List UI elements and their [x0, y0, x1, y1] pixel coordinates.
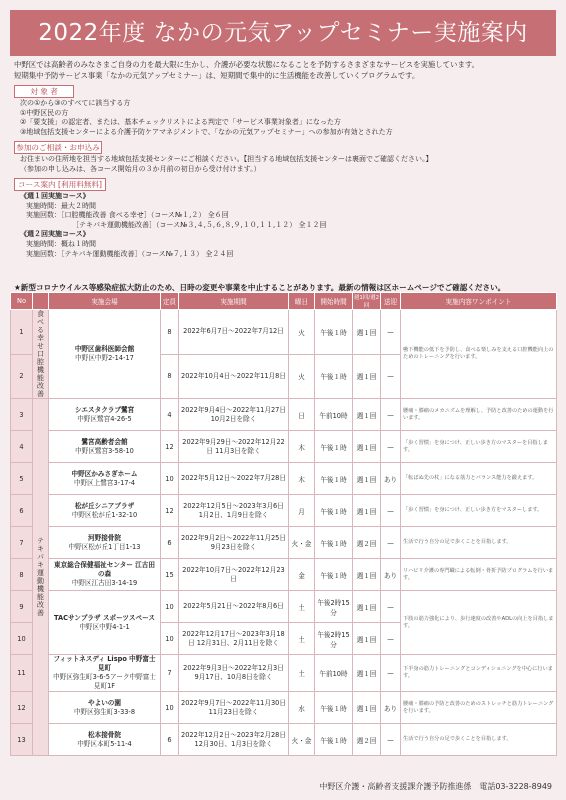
category-oral: 食べる幸せ口腔機能改善 — [33, 310, 49, 399]
one-point: 生活で行う自分の足で歩くことを目指します。 — [401, 527, 557, 559]
frequency: 週１回 — [353, 495, 381, 527]
transport: — — [381, 495, 401, 527]
period: 2022年5月12日～2022年7月28日 — [179, 463, 289, 495]
weekday: 月 — [289, 495, 315, 527]
target-text — [20, 99, 552, 137]
row-number: 8 — [11, 559, 33, 591]
period: 2022年12月17日～2023年3月18日 12月31日、2月11日を除く — [179, 623, 289, 655]
table-row — [11, 655, 557, 692]
venue-name: 河野接骨院 — [88, 533, 121, 542]
venue-cell — [49, 310, 161, 399]
header-day: 曜日 — [289, 293, 315, 310]
weekday: 火 — [289, 310, 315, 355]
header-start-time: 開始時間 — [315, 293, 353, 310]
venue-cell — [49, 655, 161, 692]
capacity: 10 — [161, 692, 179, 724]
frequency: 週１回 — [353, 559, 381, 591]
start-time: 午後１時 — [315, 310, 353, 355]
venue-cell — [49, 559, 161, 591]
one-point: 生活で行う自分の足で歩くことを目指します。 — [401, 724, 557, 756]
start-time: 午後１時 — [315, 559, 353, 591]
row-number: 4 — [11, 431, 33, 463]
capacity: 8 — [161, 354, 179, 399]
venue-name: 松が丘シニアプラザ — [74, 501, 135, 510]
consult-heading: 参加のご相談・お申込み — [14, 141, 102, 154]
venue-name: 中野区かみさぎホーム — [71, 469, 138, 478]
period: 2022年9月2日～2022年11月25日 9月23日を除く — [179, 527, 289, 559]
transport: — — [381, 310, 401, 355]
capacity: 10 — [161, 463, 179, 495]
start-time: 午後１時 — [315, 463, 353, 495]
target-line: 次の①から③のすべてに該当する方 — [20, 99, 131, 107]
table-row — [11, 399, 557, 431]
venue-name: 松本接骨院 — [88, 730, 121, 739]
frequency: 週１回 — [353, 591, 381, 623]
target-line: ①中野区民の方 — [20, 108, 69, 117]
weekday: 火 — [289, 354, 315, 399]
start-time: 午前10時 — [315, 399, 353, 431]
capacity: 12 — [161, 431, 179, 463]
venue-name: 東京総合保健福祉センター 江古田の森 — [54, 561, 155, 578]
consult-line: お住まいの住所地を担当する地域包括支援センターにご相談ください。【担当する地域包括支援センターは裏面でご確認ください。】 — [20, 155, 433, 163]
capacity: 4 — [161, 399, 179, 431]
period: 2022年9月3日～2022年12月3日 9月17日、10月8日を除く — [179, 655, 289, 692]
target-line: ②「要支援」の認定者、または、基本チェックリストによる判定で「サービス事業対象者」になった方 — [20, 118, 341, 127]
page-title: 2022年度 なかの元気アップセミナー実施案内 — [10, 10, 556, 56]
row-number: 5 — [11, 463, 33, 495]
course-line: 実施時間：概ね１時間 — [26, 239, 96, 248]
venue-address: 中野区中野2-14-17 — [75, 354, 134, 362]
frequency: 週１回 — [353, 431, 381, 463]
transport: — — [381, 399, 401, 431]
venue-address: 中野区鷺宮4-26-5 — [77, 414, 132, 423]
row-number: 12 — [11, 692, 33, 724]
period: 2022年9月29日～2022年12月22日 11月3日を除く — [179, 431, 289, 463]
table-row — [11, 527, 557, 559]
frequency: 週１回 — [353, 623, 381, 655]
period: 2022年9月4日～2022年11月27日 10月2日を除く — [179, 399, 289, 431]
frequency: 週２回 — [353, 724, 381, 756]
period: 2022年12月2日～2023年2月28日 12月30日、1月3日を除く — [179, 724, 289, 756]
capacity: 15 — [161, 559, 179, 591]
course-line: 実施回数：［口腔機能改善 食べる幸せ］（コース№１,２） 全６回 — [26, 211, 229, 220]
capacity: 6 — [161, 527, 179, 559]
transport: — — [381, 655, 401, 692]
table-row — [11, 463, 557, 495]
header-no: No — [11, 293, 33, 310]
one-point: 嚥下機能の低下を予防し、食べる楽しみを支える口腔機能向上のためのトレーニングを行います。 — [401, 310, 557, 399]
row-number: 1 — [11, 310, 33, 355]
frequency: 週１回 — [353, 655, 381, 692]
header-transport: 送迎 — [381, 293, 401, 310]
venue-name: やよいの園 — [88, 698, 121, 707]
table-header-row — [11, 293, 557, 310]
weekday: 土 — [289, 655, 315, 692]
weekday: 水 — [289, 692, 315, 724]
row-number: 2 — [11, 354, 33, 399]
venue-address: 中野区中野4-1-1 — [79, 622, 130, 631]
venue-name: 中野区歯科医師会館 — [74, 345, 135, 353]
frequency: 週２回 — [353, 527, 381, 559]
capacity: 10 — [161, 591, 179, 623]
venue-cell — [49, 399, 161, 431]
venue-cell — [49, 527, 161, 559]
course-heading: コース案内 [利用料無料] — [14, 178, 106, 191]
row-number: 13 — [11, 724, 33, 756]
header-period: 実施期間 — [179, 293, 289, 310]
venue-address: 中野区松が丘1-32-10 — [71, 510, 138, 519]
header-venue: 実施会場 — [49, 293, 161, 310]
weekday: 土 — [289, 623, 315, 655]
venue-cell — [49, 692, 161, 724]
transport: — — [381, 431, 401, 463]
venue-name: 鷺宮高齢者会館 — [81, 437, 128, 446]
intro-text — [14, 60, 554, 81]
header-point: 実施内容ワンポイント — [401, 293, 557, 310]
course-line: 《週２回実施コース》 — [20, 230, 90, 239]
venue-address: 中野区弥生町3-33-8 — [73, 707, 136, 716]
start-time: 午後2時15分 — [315, 623, 353, 655]
consult-text — [20, 155, 552, 174]
footer-contact: 中野区介護・高齢者支援課介護予防推進係 電話03-3228-8949 — [319, 782, 552, 791]
target-line: ③地域包括支援センターによる介護予防ケアマネジメントで、「なかの元気アップセミナー」への参加が有効とされた方 — [20, 127, 393, 136]
row-number: 10 — [11, 623, 33, 655]
venue-address: 中野区弥生町3-6-5アーク中野富士見町1F — [53, 673, 156, 690]
frequency: 週１回 — [353, 310, 381, 355]
start-time: 午後１時 — [315, 692, 353, 724]
header-capacity: 定員 — [161, 293, 179, 310]
transport: — — [381, 591, 401, 623]
header-frequency: 週1回/週2回 — [353, 293, 381, 310]
covid-notice: ★新型コロナウイルス等感染症拡大防止のため、日時の変更や事業を中止することがあります。最新の情報は区ホームページでご確認ください。 — [14, 283, 506, 292]
category-motor: テキパキ運動機能改善 — [33, 399, 49, 756]
venue-address: 中野区江古田3-14-19 — [71, 579, 138, 587]
venue-name: TACサンプラザ スポーツスペース — [54, 613, 155, 622]
venue-address: 中野区上鷺宮3-17-4 — [73, 478, 136, 487]
start-time: 午後１時 — [315, 724, 353, 756]
intro-line-2: 短期集中予防サービス事業「なかの元気アップセミナー」は、短期間で集中的に生活機能を改善していくプログラムです。 — [14, 70, 420, 80]
one-point: 下肢の筋力強化により、歩行速度の改善やADLの向上を目指します。 — [401, 591, 557, 655]
table-row — [11, 724, 557, 756]
transport: あり — [381, 559, 401, 591]
transport: — — [381, 527, 401, 559]
course-text — [20, 192, 552, 259]
period: 2022年10月4日～2022年11月8日 — [179, 354, 289, 399]
start-time: 午前10時 — [315, 655, 353, 692]
weekday: 木 — [289, 463, 315, 495]
transport: あり — [381, 692, 401, 724]
table-row — [11, 591, 557, 623]
one-point: 「歩く習慣」を身につけ、正しい歩き方のマスターを目指します。 — [401, 431, 557, 463]
table-row — [11, 692, 557, 724]
venue-address: 中野区鷺宮3-58-10 — [75, 446, 134, 455]
frequency: 週１回 — [353, 692, 381, 724]
venue-address: 中野区松が丘1丁目1-13 — [68, 542, 141, 551]
venue-cell — [49, 431, 161, 463]
weekday: 金 — [289, 559, 315, 591]
row-number: 11 — [11, 655, 33, 692]
period: 2022年9月7日～2022年11月30日 11月23日を除く — [179, 692, 289, 724]
frequency: 週１回 — [353, 354, 381, 399]
weekday: 日 — [289, 399, 315, 431]
table-row — [11, 495, 557, 527]
period: 2022年12月5日～2023年3月6日 1月2日、1月9日を除く — [179, 495, 289, 527]
period: 2022年6月7日～2022年7月12日 — [179, 310, 289, 355]
course-line: ［テキパキ運動機能改善］（コース№３,４,５,６,８,９,１０,１１,１２） 全１２回 — [72, 220, 327, 229]
one-point: 腰痛・膝痛の予防と改善のためのストレッチと筋力トレーニングを行います。 — [401, 692, 557, 724]
weekday: 火・金 — [289, 724, 315, 756]
venue-cell — [49, 591, 161, 655]
period: 2022年5月21日～2022年8月6日 — [179, 591, 289, 623]
one-point: 「歩く習慣」を身につけ、正しい歩き方をマスターします。 — [401, 495, 557, 527]
one-point: 腰痛・膝痛のメカニズムを理解し、予防と改善のための運動を行います。 — [401, 399, 557, 431]
intro-line-1: 中野区では高齢者のみなさまご自身の力を最大限に生かし、介護が必要な状態になることを予防するさまざまなサービスを実施しています。 — [14, 60, 480, 69]
row-number: 9 — [11, 591, 33, 623]
transport: — — [381, 354, 401, 399]
table-row — [11, 310, 557, 355]
course-line: 実施回数：［テキパキ運動機能改善］（コース№７,１３） 全２４回 — [26, 249, 234, 258]
capacity: 7 — [161, 655, 179, 692]
start-time: 午後１時 — [315, 495, 353, 527]
capacity: 12 — [161, 495, 179, 527]
transport: あり — [381, 463, 401, 495]
row-number: 6 — [11, 495, 33, 527]
venue-name: シエスタクラブ鷺宮 — [74, 405, 135, 414]
weekday: 土 — [289, 591, 315, 623]
seminar-schedule-table — [10, 292, 557, 756]
row-number: 3 — [11, 399, 33, 431]
venue-cell — [49, 463, 161, 495]
one-point: リハビリ介護の専門職による転倒・骨折予防プログラムを行います。 — [401, 559, 557, 591]
venue-address: 中野区本町5-11-4 — [77, 739, 132, 748]
venue-cell — [49, 495, 161, 527]
capacity: 6 — [161, 724, 179, 756]
consult-line: （参加の申し込みは、各コース開始月の３か月前の初日から受け付けます。） — [20, 164, 261, 173]
start-time: 午後１時 — [315, 431, 353, 463]
transport: — — [381, 724, 401, 756]
venue-cell — [49, 724, 161, 756]
start-time: 午後１時 — [315, 354, 353, 399]
capacity: 10 — [161, 623, 179, 655]
one-point: 下半身の筋力トレーニングとコンディショニングを中心に行います。 — [401, 655, 557, 692]
start-time: 午後2時15分 — [315, 591, 353, 623]
weekday: 木 — [289, 431, 315, 463]
venue-name: フィットネスディ Lispo 中野富士見町 — [53, 655, 156, 672]
frequency: 週１回 — [353, 399, 381, 431]
period: 2022年10月7日～2022年12月23日 — [179, 559, 289, 591]
course-line: 《週１回実施コース》 — [20, 192, 90, 200]
course-line: 実施時間：最大２時間 — [26, 201, 96, 210]
transport: — — [381, 623, 401, 655]
frequency: 週１回 — [353, 463, 381, 495]
start-time: 午後１時 — [315, 527, 353, 559]
table-row — [11, 431, 557, 463]
capacity: 8 — [161, 310, 179, 355]
table-row — [11, 559, 557, 591]
header-category — [33, 293, 49, 310]
target-heading: 対 象 者 — [14, 85, 74, 98]
one-point: 「転ばぬ先の杖」になる筋力とバランス能力を鍛えます。 — [401, 463, 557, 495]
row-number: 7 — [11, 527, 33, 559]
weekday: 火・金 — [289, 527, 315, 559]
